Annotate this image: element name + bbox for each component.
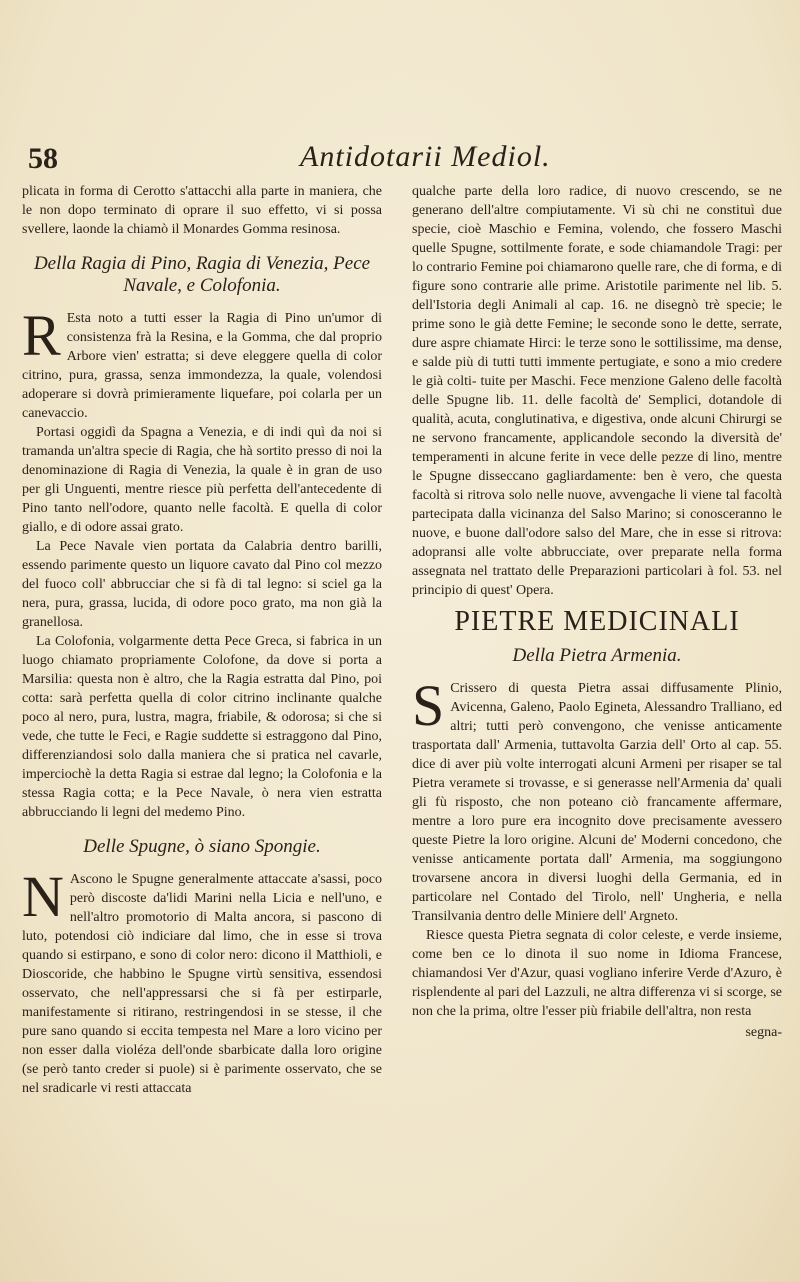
paragraph-pece: La Pece Navale vien portata da Calabria dentro barilli, essendo parimente questo un liquore cavato dal Pino col mezzo del fuoco coll' abbrucciar che si fà di tal legno: si sciel ga la nera, pura, grassa, lucida, di odore poco grato, ma non già la granellosa. [22,539,382,630]
catchword: segna- [745,1025,782,1040]
left-column [22,182,382,1098]
running-head: Antidotarii Mediol. [300,140,551,173]
paragraph-opening: plicata in forma di Cerotto s'attacchi alla parte in maniera, che le non dopo terminato di oprare il suo effetto, vi si possa svellere, laonde la chiamò il Monardes Gomma resinosa. [22,184,382,237]
drop-cap-r: R [22,303,61,368]
paragraph-spugne-cont: qualche parte della loro radice, di nuovo crescendo, se ne generano dell'altre compiutamente. Vi sù chi ne constituì due specie, cioè Maschio e Femina, volendo, che fossero Maschi quelle Spugne, sottilmente forate, e sode chiamandole Tragi: per lo contrario Femine poi chiamarono quelle rare, che di forma, e di figure sono contrarie alle prime. Aristotile parimente nel lib. 5. dell'Istoria degli Animali al cap. 16. ne disegnò trè specie; le prime sono le già dette Femine; le seconde sono le dette, serrate, dure aspre chiamate Hirci: le terze sono le sottilissime, ma dense, e salde più di tutti tutti immente pertugiate, e sono a mio credere le già colti- tuite per Maschi. Fece menzione Galeno delle facoltà delle Spugne lib. 11. delle facoltà de' Semplici, dotandole di qualità, acuta, conglutinativa, e digestiva, onde alcuni Chirurgi se ne servono francamente, applicandole secondo la diversità de' temperamenti in alcune ferite in vece delle pezze di lino, mentre le Spugne disseccano gagliardamente: ben è vero, che questa facoltà si ritrova solo nelle nuove, avvengache li viene tal facoltà partecipata dalla vicinanza del Salso Marino; si conosceranno le nuove, e buone dall'odore salso del Mare, che in esse si ritrova: adopransi alle volte abbrucciate, over preparate nella forma assegnata nel trattato delle Preparazioni particolari à fol. 53. nel principio di quest' Opera. [412,184,782,598]
paragraph-ragia-1-text: Esta noto a tutti esser la Ragia di Pino un'umor di consistenza frà la Resina, e la Gomma, che dal proprio Arbore vien' estratta; si deve eleggere quella di color citrino, pura, grassa, senza immondezza, la quale, volendosi adoperare si dovrà primieramente liquefare, poi colarla per un canevaccio. [22,311,382,421]
heading-pietre-medicinali: PIETRE MEDICINALI [454,606,740,637]
drop-cap-n: N [22,864,64,929]
page-number: 58 [28,142,58,175]
paragraph-armenia-1-text: Crissero di questa Pietra assai diffusamente Plinio, Avicenna, Galeno, Paolo Egineta, Alessandro Tralliano, ed altri; tutti però convengono, che venisse anticamente trasportata dall' Armenia, tuttavolta Garzia dell' Orto al cap. 55. dice di aver più volte interrogati alcuni Armeni per risaper se tal Pietra veramete si trovasse, e si generasse nell'Armenia da' quali gli fù risposto, che non poteano ciò francamente affermare, mentre a loro pure era incognito dove precisamente avessero queste Pietre la loro origine. Alcuni de' Moderni concedono, che venisse anticamente portata dall' Armenia, ma soggiungono trovarsene ancora in diversi luoghi della Germania, ed in particolare nel Contado del Tirolo, nell' Ungheria, e nella Transilvania dentro delle Miniere dell' Argneto. [412,681,782,924]
paragraph-armenia-2: Riesce questa Pietra segnata di color celeste, e verde insieme, come ben ce lo dinota il suo nome in Idioma Francese, chiamandosi Ver d'Azur, quasi vogliano inferire Verde d'Azuro, è risplendente al pari del Lazzuli, ne altra differenza vi si scorge, se non che la prima, oltre l'esser più friabile dell'altra, non resta [412,928,782,1019]
paragraph-ragia-1 [22,303,382,423]
paragraph-spugne-text: Ascono le Spugne generalmente attaccate a'sassi, poco però discoste da'lidi Marini nella Licia e nell'uno, e nell'altro promotorio di Malta ancora, si pascono di luto, potendosi ciò indiciare dal limo, che in esse si trova quando si estirpano, e sono di color nero: dicono il Matthioli, e Dioscoride, che habbino le Spugne virtù sensitiva, essendosi osservato, che nell'appressarsi che si fà per estirparle, manifestamente si ritirano, restringendosi in se stesse, il che pure sano quando si eccita tempesta nel Mare a loro vicino per non esser dalla violéza dell'onde sbarbicate dalla loro origine (se però tanto creder si puole) si è parimente osservato, che se nel sradicarle vi resti attaccata [22,872,382,1096]
right-column [412,182,782,1042]
paragraph-armenia-1 [412,673,782,926]
paragraph-ragia-2: Portasi oggidì da Spagna a Venezia, e di indi quì da noi si tramanda un'altra specie di Ragia, che hà sortito presso di noi la denominazione di Ragia di Venezia, la quale è in gran de uso per gli Unguenti, mentre riesce più perfetta dell'antecedente di Pino tanto nell'odore, quanto nelle facoltà. E quella di color giallo, e di odore assai grato. [22,425,382,535]
paragraph-colofonia: La Colofonia, volgarmente detta Pece Greca, si fabrica in un luogo chiamato propriamente Colofone, da dove si porta a Marsilia: questa non è altro, che la Ragia estratta dal Pino, poi cotta: sarà perfetta quella di color citrino inclinante qualche poco al nero, pura, lustra, magra, friabile, & odorosa; si che si vede, che tutte le Feci, e Ragie suddette si estraggono dal Pino, differenziandosi solo dalla maniera che si pratica nel cavarle, imperciochè la detta Ragia si estrae dal legno; la Colofonia e la stessa Ragia cotta; e la Pece Navale, ò nera vien estratta abbrucciando li legni del medemo Pino. [22,634,382,820]
heading-spugne: Delle Spugne, ò siano Spongie. [83,836,321,857]
drop-cap-s: S [412,673,445,738]
heading-pietra-armenia: Della Pietra Armenia. [512,645,682,666]
paragraph-spugne [22,864,382,1098]
heading-ragia: Della Ragia di Pino, Ragia di Venezia, Pece Navale, e Colofonia. [33,253,371,296]
